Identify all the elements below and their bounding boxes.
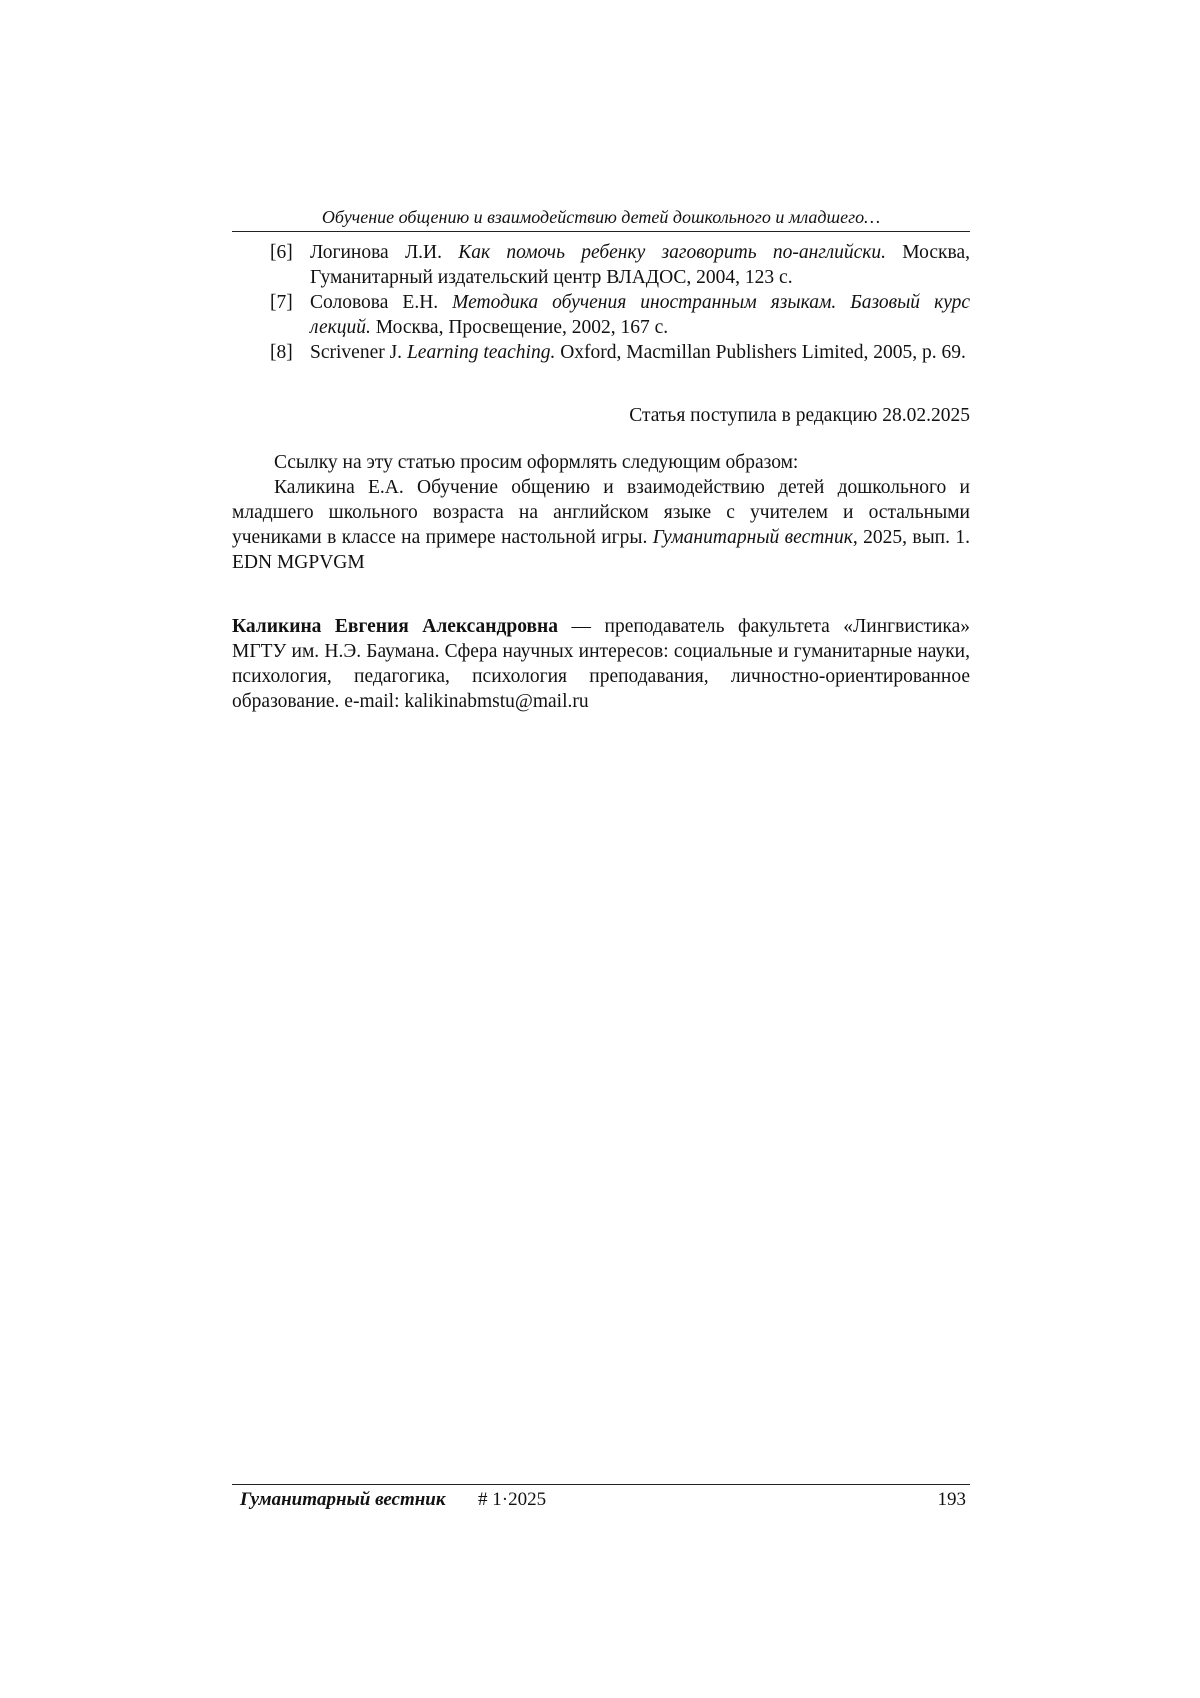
reference-list [232,240,970,365]
reference-author: Логинова Л.И. [310,242,459,263]
running-header-title: Обучение общению и взаимодействию детей дошкольного и младшего… [321,207,881,227]
citation-body: Каликина Е.А. Обучение общению и взаимодействию детей дошкольного и младшего школьного возраста на английском языке с учителем и остальными учениками в классе на примере настольной игры. [232,477,970,548]
reference-item [232,240,970,290]
citation-issue: , 2025, вып. 1. EDN MGPVGM [232,527,971,573]
author-name: Каликина Евгения Александровна [232,616,559,637]
reference-item [232,290,970,340]
reference-item [232,340,970,365]
reference-title: Как помочь ребенку заговорить по-английски. [458,242,887,263]
author-info [232,614,970,714]
reference-number: [8] [270,342,293,363]
reference-details: Oxford, Macmillan Publishers Limited, 2005, р. 69. [555,342,966,363]
footer-journal-title: Гуманитарный вестник [240,1489,446,1510]
page-number: 193 [937,1489,966,1510]
citation-journal: Гуманитарный вестник [652,527,853,548]
footer-issue: # 1·2025 [478,1489,547,1510]
reference-number: [7] [270,292,293,313]
reference-title: Learning teaching. [406,342,556,363]
footer-rule [232,1484,970,1485]
reference-title: Методика обучения иностранным языкам. Базовый курс лекций. [310,292,970,338]
reference-number: [6] [270,242,293,263]
citation-block [232,450,970,575]
reference-details: Москва, Гуманитарный издательский центр ВЛАДОС, 2004, 123 с. [310,242,970,288]
received-date: Статья поступила в редакцию 28.02.2025 [629,405,970,426]
header-rule [232,231,970,232]
citation-intro: Ссылку на эту статью просим оформлять следующим образом: [274,452,799,473]
citation-text [232,475,970,575]
reference-details: Москва, Просвещение, 2002, 167 с. [370,317,669,338]
page-footer [232,1488,970,1512]
reference-author: Соловова Е.Н. [310,292,453,313]
author-bio: — преподаватель факультета «Лингвистика» МГТУ им. Н.Э. Баумана. Сфера научных интересов: социальные и гуманитарные науки, психология, педагогика, психология преподавания, личностно-ориентированное образование. e-mail: kalikinabmstu@mail.ru [232,616,970,712]
reference-author: Scrivener J. [310,342,407,363]
